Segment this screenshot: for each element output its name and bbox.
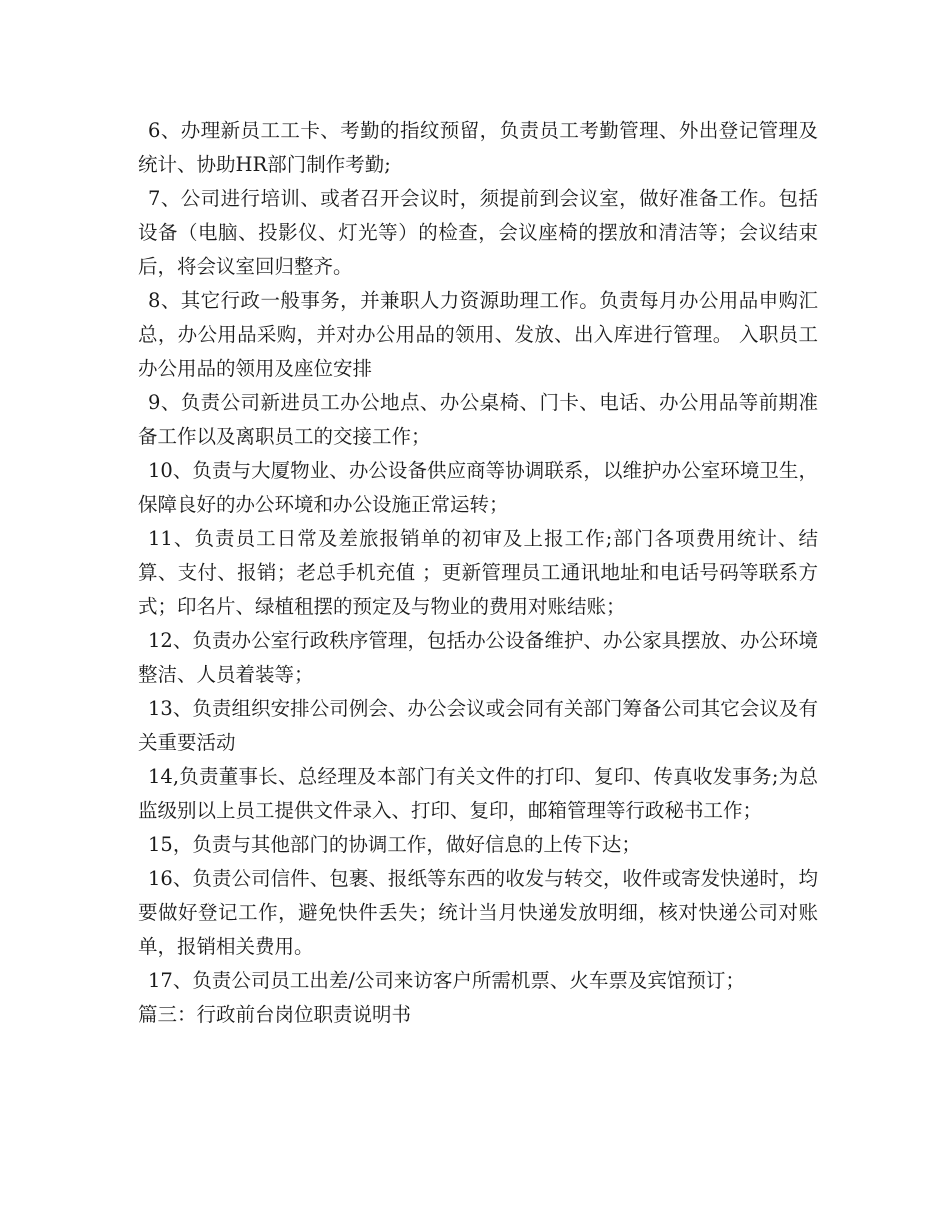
paragraph-item-12: 12、负责办公室行政秩序管理，包括办公设备维护、办公家具摆放、办公环境整洁、人员着装等；: [138, 629, 818, 686]
paragraph-item-8: 8、其它行政一般事务，并兼职人力资源助理工作。负责每月办公用品申购汇总，办公用品采购，并对办公用品的领用、发放、出入库进行管理。 入职员工办公用品的领用及座位安排: [138, 289, 818, 380]
paragraph-item-9: 9、负责公司新进员工办公地点、办公桌椅、门卡、电话、办公用品等前期准备工作以及离职员工的交接工作；: [138, 391, 818, 448]
paragraph-item-15: 15，负责与其他部门的协调工作，做好信息的上传下达；: [148, 833, 641, 856]
paragraph-item-17: 17、负责公司员工出差/公司来访客户所需机票、火车票及宾馆预订；: [148, 969, 745, 992]
paragraph-item-10: 10、负责与大厦物业、办公设备供应商等协调联系，以维护办公室环境卫生，保障良好的办公环境和办公设施正常运转；: [138, 459, 818, 516]
paragraph-item-7: 7、公司进行培训、或者召开会议时，须提前到会议室，做好准备工作。包括设备（电脑、投影仪、灯光等）的检查，会议座椅的摆放和清洁等；会议结束后，将会议室回归整齐。: [138, 187, 818, 278]
paragraph-item-11: 11、负责员工日常及差旅报销单的初审及上报工作;部门各项费用统计、结算、支付、报销；老总手机充值 ；更新管理员工通讯地址和电话号码等联系方式；印名片、绿植租摆的预定及与物业的费用对账结账；: [138, 527, 818, 618]
paragraph-item-16: 16、负责公司信件、包裹、报纸等东西的收发与转交，收件或寄发快递时，均要做好登记工作，避免快件丢失；统计当月快递发放明细，核对快递公司对账单，报销相关费用。: [138, 867, 818, 958]
paragraph-item-13: 13、负责组织安排公司例会、办公会议或会同有关部门筹备公司其它会议及有关重要活动: [138, 697, 818, 754]
document-body: [138, 114, 818, 1032]
section-heading: 篇三：行政前台岗位职责说明书: [138, 1003, 412, 1026]
paragraph-item-6: 6、办理新员工工卡、考勤的指纹预留，负责员工考勤管理、外出登记管理及统计、协助HR部门制作考勤;: [138, 119, 818, 176]
paragraph-item-14: 14,负责董事长、总经理及本部门有关文件的打印、复印、传真收发事务;为总监级别以上员工提供文件录入、打印、复印，邮箱管理等行政秘书工作；: [138, 765, 818, 822]
